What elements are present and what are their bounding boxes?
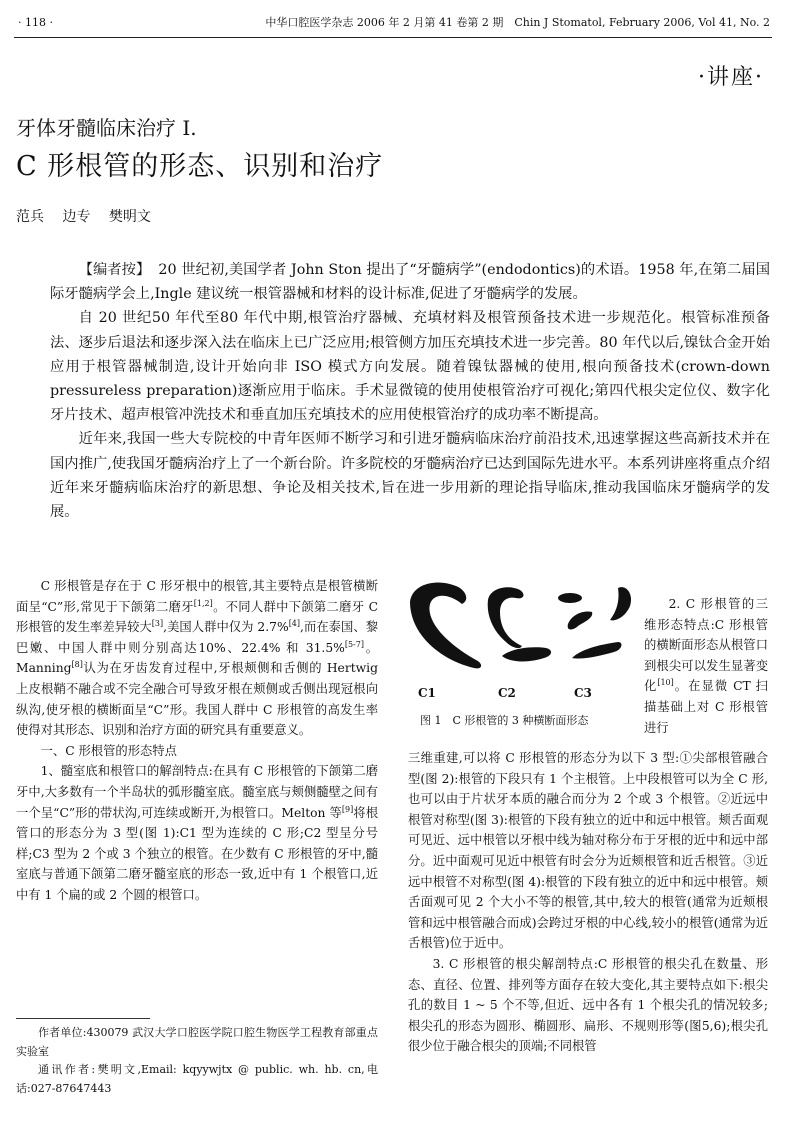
figure-label: C2 — [498, 686, 516, 700]
editor-note-label: 【编者按】 — [78, 262, 151, 278]
editor-note-paragraph — [50, 258, 770, 306]
author-name: 樊明文 — [108, 209, 151, 225]
body-paragraph — [16, 761, 378, 905]
c2-shape — [502, 647, 551, 661]
figure-label: C1 — [418, 686, 436, 700]
journal-header: 中华口腔医学杂志 2006 年 2 月第 41 卷第 2 期 Chin J Stomatol, February 2006, Vol 41, No. 2 — [265, 16, 770, 29]
figure-1 — [404, 576, 640, 684]
body-column-side — [644, 594, 768, 738]
c1-shape — [410, 583, 481, 669]
text-run: ,美国人群中仅为 2.7% — [163, 620, 289, 635]
body-column-left — [16, 576, 378, 906]
text-run: 认为在牙齿发育过程中,牙根颊侧和舌侧的 Hertwig 上皮根鞘不融合或不完全融合可导致牙根在颊侧或舌侧出现冠根向纵沟,使牙根的横断面呈“C”形。我国人群中 C 形根管的高发生率使得对其形态、识别和治疗方面的研究具有重要意义。 — [16, 661, 378, 738]
header-rule — [14, 37, 772, 38]
text-run: 。Manning — [16, 640, 378, 676]
text-run: 。在显微 CT 扫描基础上对 C 形根管进行 — [644, 679, 768, 735]
citation: [5-7] — [344, 639, 364, 649]
author-name: 边专 — [62, 209, 91, 225]
citation: [3] — [151, 619, 164, 629]
figure-label: C3 — [574, 686, 592, 700]
author-name: 范兵 — [16, 209, 44, 225]
author-affiliation: 作者单位:430079 武汉大学口腔医学院口腔生物医学工程教育部重点实验室 — [16, 1026, 378, 1058]
editor-note-paragraph: 近年来,我国一些大专院校的中青年医师不断学习和引进牙髓病临床治疗前沿技术,迅速掌握这些高新技术并在国内推广,使我国牙髓病治疗上了一个新台阶。许多院校的牙髓病治疗已达到国际先进水平。本系列讲座将重点介绍近年来牙髓病临床治疗的新思想、争论及相关技术,旨在进一步用新的理论指导临床,推动我国临床牙髓病学的发展。 — [50, 431, 770, 521]
author-list — [16, 206, 165, 226]
c3-shape — [558, 593, 582, 603]
page-number: · 118 · — [18, 16, 53, 29]
column-tag: ·讲座· — [698, 65, 764, 90]
body-column-right — [408, 748, 768, 1057]
intro-paragraph — [16, 576, 378, 741]
c3-shape — [572, 642, 621, 659]
body-paragraph: 三维重建,可以将 C 形根管的形态分为以下 3 型:①尖部根管融合型(图 2):根管的下段只有 1 个主根管。上中段根管可以为全 C 形,也可以由于片状牙本质的融合而分为 2 个或 3 个根管。②近远中根管对称型(图 3):根管的下段有独立的近中和远中根管。颊舌面观可见近、远中根管以牙根中线为轴对称分布于牙根的近中和远中部分。近中面观可见近中根管有时会分为近颊根管和近舌根管。③近远中根管不对称型(图 4):根管的下段有独立的近中和远中根管。颊舌面观可见 2 个大小不等的根管,其中,较大的根管(通常为近颊根管和远中根管融合而成)会跨过牙根的中心线,较小的根管(通常为近舌根管)位于近中。 — [408, 751, 768, 951]
body-paragraph: 3. C 形根管的根尖解剖特点:C 形根管的根尖孔在数量、形态、直径、位置、排列等方面存在较大变化,其主要特点如下:根尖孔的数目 1 ~ 5 个不等,但近、远中各有 1 个根尖孔的情况较多;根尖孔的形态为圆形、椭圆形、扁形、不规则形等(图5,6);根尖孔很少位于融合根尖的顶端;不同根管 — [408, 956, 768, 1054]
c2-shape — [488, 587, 524, 648]
footnote — [16, 1024, 378, 1098]
section-heading: 一、C 形根管的形态特点 — [40, 743, 177, 758]
text-run: 将根管口的形态分为 3 型(图 1):C1 型为连续的 C 形;C2 型呈分号样;C3 型为 2 个或 3 个独立的根管。在少数有 C 形根管的牙中,髓室底与普通下颌第二磨牙髓室底的形态一致,近中有 1 个根管口,近中有 1 个扁的或 2 个圆的根管口。 — [16, 805, 378, 902]
citation: [9] — [341, 804, 354, 814]
canal-cross-sections — [404, 576, 640, 684]
text-run: 1、髓室底和根管口的解剖特点:在具有 C 形根管的下颌第二磨牙中,大多数有一个半岛状的弧形髓室底。髓室底与颊侧髓壁之间有一个呈“C”形的带状沟,可连续或断开,为根管口。Melton 等 — [16, 764, 378, 820]
c3-shape — [610, 587, 631, 620]
body-paragraph — [644, 594, 768, 738]
editor-note-paragraph: 自 20 世纪50 年代至80 年代中期,根管治疗器械、充填材料及根管预备技术进一步规范化。根管标准预备法、逐步后退法和逐步深入法在临床上已广泛应用;根管侧方加压充填技术进一步完善。80 年代以后,镍钛合金开始应用于根管器械制造,设计开始向非 ISO 模式方向发展。随着镍钛器械的使用,根向预备技术(crown-down pressureless preparation)逐渐应用于临床。手术显微镜的使用使根管治疗可视化;第四代根尖定位仪、数字化牙片技术、超声根管冲洗技术和垂直加压充填技术的应用使根管治疗的成功率不断提高。 — [50, 310, 770, 424]
corresponding-author: 通讯作者:樊明文,Email: kqyywjtx @ public. wh. hb. cn,电话:027-87647443 — [16, 1063, 378, 1095]
text-run: ,而在泰国、黎巴嫩、中国人群中则分别高达10%、22.4% 和 31.5% — [16, 620, 378, 655]
citation: [4] — [288, 619, 301, 629]
editor-note-text: 20 世纪初,美国学者 John Ston 提出了“牙髓病学”(endodontics)的术语。1958 年,在第二届国际牙髓病学会上,Ingle 建议统一根管器械和材料的设计标准,促进了牙髓病学的发展。 — [50, 262, 771, 303]
footnote-rule — [16, 1018, 150, 1019]
citation: [8] — [71, 660, 83, 670]
text-run: 。不同人群中下颌第二磨牙 C 形根管的发生率差异较大 — [16, 599, 378, 635]
text-run: 2. C 形根管的三维形态特点:C 形根管的横断面形态从根管口到根尖可以发生显著变化 — [644, 597, 768, 694]
figure-caption: 图 1 C 形根管的 3 种横断面形态 — [420, 714, 589, 727]
citation: [10] — [657, 678, 674, 688]
series-title: 牙体牙髓临床治疗 Ⅰ. — [16, 116, 197, 140]
article-title: C 形根管的形态、识别和治疗 — [16, 151, 384, 182]
citation: [1,2] — [193, 598, 213, 608]
c3-shape — [568, 612, 593, 630]
editor-note — [50, 258, 770, 524]
text-run: C 形根管是存在于 C 形牙根中的根管,其主要特点是根管横断面呈“C”形,常见于下颌第二磨牙 — [16, 579, 378, 614]
